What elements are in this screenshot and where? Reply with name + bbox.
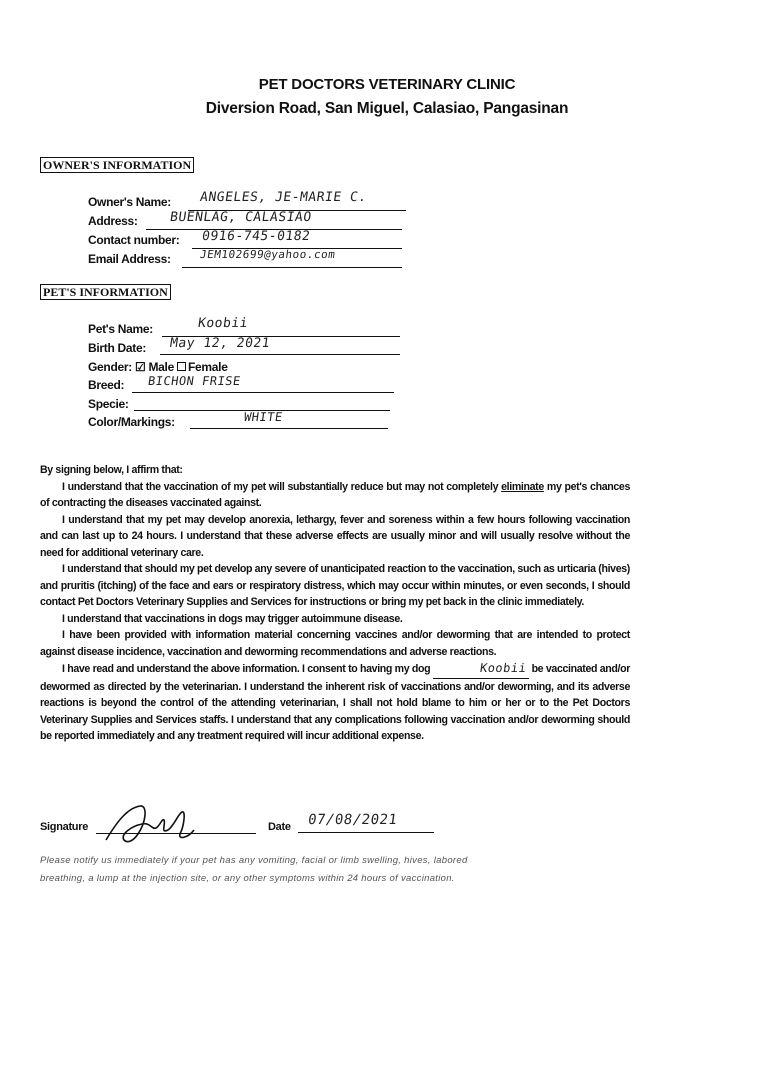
male-checkbox[interactable]: ☑ <box>134 360 146 374</box>
breed-value[interactable]: BICHON FRISE <box>147 374 242 388</box>
contact-label: Contact number: <box>88 233 180 247</box>
specie-label: Specie: <box>88 397 129 411</box>
owner-section-heading: OWNER'S INFORMATION <box>40 157 194 173</box>
note-line-1: Please notify us immediately if your pet has any vomiting, facial or limb swelling, hives, labored <box>40 855 468 866</box>
owner-name-value[interactable]: ANGELES, JE-MARIE C. <box>198 190 368 205</box>
signature-scribble[interactable] <box>98 800 208 852</box>
address-value[interactable]: BUENLAG, CALASIAO <box>168 210 313 225</box>
date-label: Date <box>268 821 291 833</box>
consent-p5: I have been provided with information material concerning vaccines and/or deworming that are intended to protect against disease incidence, vaccination and deworming recommendations and adverse reactions. <box>40 629 630 658</box>
consent-p4: I understand that vaccinations in dogs may trigger autoimmune disease. <box>62 612 403 625</box>
date-line <box>298 832 434 833</box>
female-checkbox[interactable] <box>177 362 186 371</box>
birth-date-line <box>160 354 400 355</box>
dog-name-field[interactable]: Koobii <box>433 660 529 679</box>
color-value[interactable]: WHITE <box>243 410 284 424</box>
consent-p1: I understand that the vaccination of my pet will substantially reduce but may not completely eliminate my pet's chances of contracting the diseases vaccinated against. <box>40 480 630 509</box>
breed-label: Breed: <box>88 378 125 392</box>
clinic-name: PET DOCTORS VETERINARY CLINIC <box>258 76 516 93</box>
owner-name-label: Owner's Name: <box>88 195 171 209</box>
color-label: Color/Markings: <box>88 415 175 429</box>
email-label: Email Address: <box>88 252 171 266</box>
pet-section-heading: PET'S INFORMATION <box>40 284 171 300</box>
female-option: Female <box>188 360 228 374</box>
contact-value[interactable]: 0916-745-0182 <box>200 229 312 244</box>
aftercare-note <box>40 852 600 888</box>
birth-date-label: Birth Date: <box>88 341 147 355</box>
email-value[interactable]: JEM102699@yahoo.com <box>199 248 337 261</box>
eliminate-underline: eliminate <box>501 480 544 493</box>
gender-label: Gender: <box>88 360 132 374</box>
color-line <box>190 428 388 429</box>
consent-p6: I have read and understand the above information. I consent to having my dog Koobii be vaccinated and/or dewormed as directed by the veterinarian. I understand the inherent risk of vaccinations and/or deworming, and its adverse reactions is beyond the control of the attending veterinarian, I shall not hold blame to him or her or to the Pet Doctors Veterinary Supplies and Services staffs. I understand that any complications following vaccination and/or deworming should be reported immediately and any treatment required will incur additional expense. <box>40 661 631 742</box>
address-label: Address: <box>88 214 138 228</box>
signature-label: Signature <box>40 821 89 833</box>
breed-line <box>132 392 394 393</box>
note-line-2: breathing, a lump at the injection site, or any other symptoms within 24 hours of vaccination. <box>40 873 455 884</box>
gender-row <box>88 360 228 374</box>
email-line <box>182 267 402 268</box>
consent-p2: I understand that my pet may develop anorexia, lethargy, fever and soreness within a few hours following vaccination and can last up to 24 hours. I understand that these adverse effects are usually minor and will usually resolve without the need for additional veterinary care. <box>40 513 630 559</box>
consent-text <box>40 462 630 745</box>
date-value[interactable]: 07/08/2021 <box>306 812 399 828</box>
pet-name-label: Pet's Name: <box>88 322 153 336</box>
male-option: Male <box>148 360 174 374</box>
consent-p3: I understand that should my pet develop any severe of unanticipated reaction to the vaccination, such as urticaria (hives) and pruritis (itching) of the face and ears or respiratory distress, which may occur within minutes, or even seconds, I should contact Pet Doctors Veterinary Supplies and Services for instructions or bring my pet back in the clinic immediately. <box>40 563 630 608</box>
consent-intro: By signing below, I affirm that: <box>40 464 183 476</box>
clinic-address: Diversion Road, San Miguel, Calasiao, Pangasinan <box>205 100 569 117</box>
birth-date-value[interactable]: May 12, 2021 <box>168 336 271 351</box>
pet-name-value[interactable]: Koobii <box>196 316 250 331</box>
